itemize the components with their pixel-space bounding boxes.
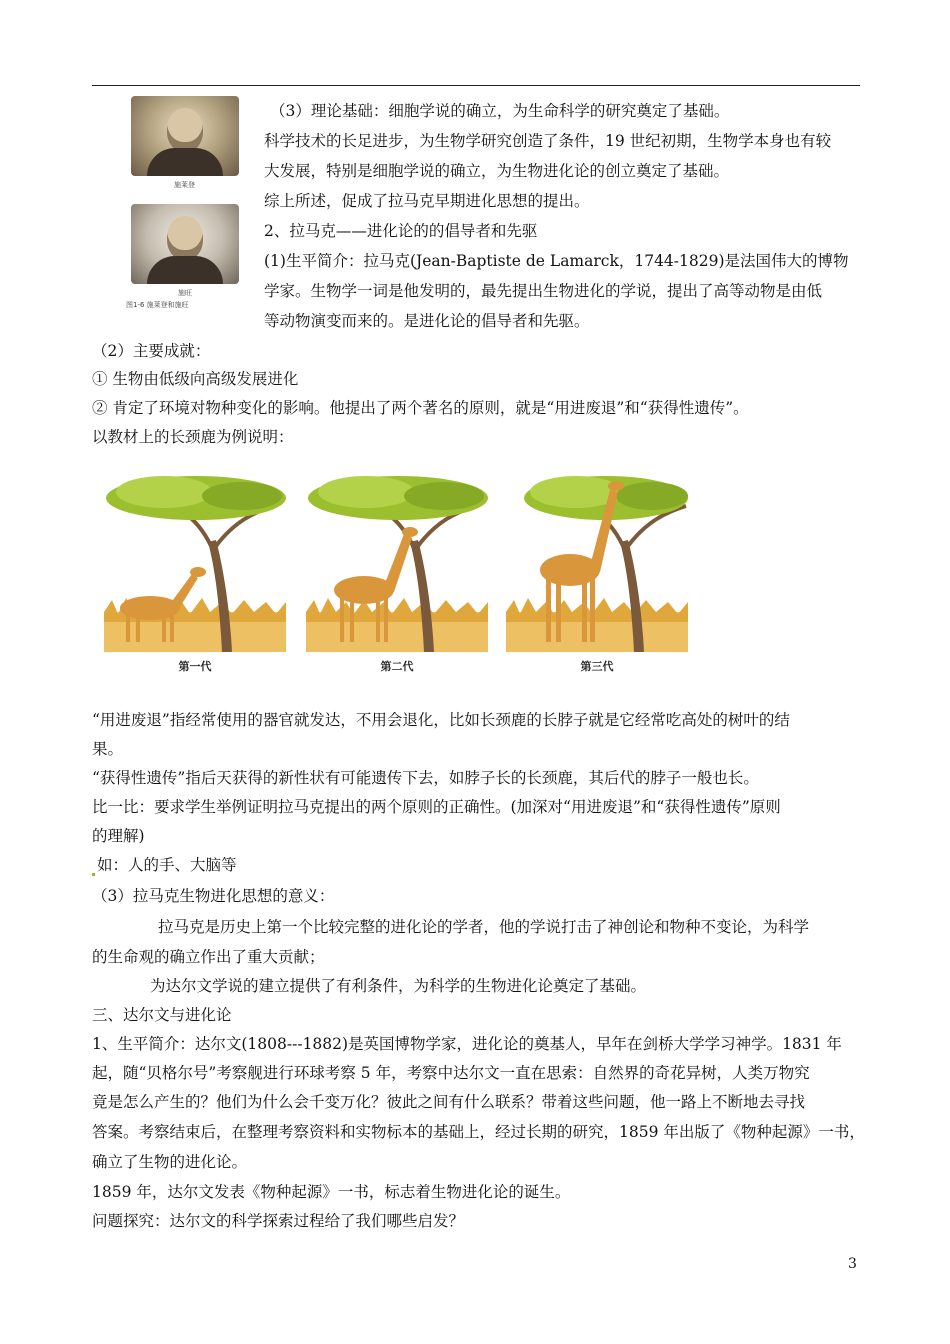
giraffe-label-3: 第三代 (580, 660, 614, 673)
text-line: 大发展，特别是细胞学说的确立，为生物进化论的创立奠定了基础。 (264, 162, 730, 180)
caption-figure-1-6: 图1-6 施莱登和施旺 (126, 301, 189, 309)
text-line: 科学技术的长足进步，为生物学研究创造了条件，19 世纪初期，生物学本身也有较 (264, 132, 832, 150)
text-line: 综上所述，促成了拉马克早期进化思想的提出。 (264, 192, 590, 210)
text-line: “获得性遗传”指后天获得的新性状有可能遗传下去，如脖子长的长颈鹿，其后代的脖子一般也长。 (92, 769, 759, 787)
subheading-achievements: （2）主要成就： (92, 342, 211, 360)
header-rule (92, 85, 860, 86)
caption-schwann: 施旺 (178, 289, 192, 297)
text-line: 起，随“贝格尔号”考察舰进行环球考察 5 年，考察中达尔文一直在思索：自然界的奇花异树，人类万物究 (92, 1064, 810, 1082)
figure-portraits-schleiden-schwann (110, 96, 260, 312)
text-line: 1、生平简介：达尔文(1808---1882)是英国博物学家，进化论的奠基人，早年在剑桥大学学习神学。1831 年 (92, 1035, 842, 1053)
text-line: 的理解) (92, 827, 145, 845)
caption-schleiden: 施莱登 (174, 181, 195, 189)
text-line-question: 问题探究：达尔文的科学探索过程给了我们哪些启发？ (92, 1212, 465, 1230)
list-item: ① 生物由低级向高级发展进化 (92, 370, 299, 388)
text-line: 竟是怎么产生的？他们为什么会千变万化？彼此之间有什么联系？带着这些问题，他一路上不断地去寻找 (92, 1093, 806, 1111)
text-line: “用进废退”指经常使用的器官就发达，不用会退化，比如长颈鹿的长脖子就是它经常吃高处的树叶的结 (92, 711, 790, 729)
portrait-schleiden (131, 96, 239, 176)
giraffe-label-1: 第一代 (178, 660, 212, 673)
text-line: 确立了生物的进化论。 (92, 1153, 248, 1171)
text-line: 拉马克是历史上第一个比较完整的进化论的学者，他的学说打击了神创论和物种不变论，为科学 (158, 918, 810, 936)
text-line: 的生命观的确立作出了重大贡献； (92, 948, 325, 966)
figure-giraffe-generation-3 (506, 462, 688, 676)
text-line: 学家。生物学一词是他发明的，最先提出生物进化的学说，提出了高等动物是由低 (264, 282, 823, 300)
section-heading-lamarck: 2、拉马克——进化论的的倡导者和先驱 (264, 222, 538, 240)
text-line: 等动物演变而来的。是进化论的倡导者和先驱。 (264, 312, 590, 330)
giraffe-label-2: 第二代 (380, 660, 414, 673)
example-text: 如：人的手、大脑等 (97, 856, 237, 874)
text-line-example (92, 850, 862, 880)
text-line: 答案。考察结束后，在整理考察资料和实物标本的基础上，经过长期的研究，1859 年出版了《物种起源》一书， (92, 1123, 865, 1141)
marker-dot (92, 873, 95, 876)
page-number: 3 (848, 1256, 857, 1272)
portrait-schwann (131, 204, 239, 284)
text-line: 为达尔文学说的建立提供了有利条件，为科学的生物进化论奠定了基础。 (150, 977, 647, 995)
text-line: （3）理论基础：细胞学说的确立，为生命科学的研究奠定了基础。 (270, 102, 730, 120)
text-line: (1)生平简介：拉马克(Jean-Baptiste de Lamarck，1744-1829)是法国伟大的博物 (264, 252, 849, 270)
figure-giraffe-generation-2 (306, 462, 488, 676)
text-line: 1859 年，达尔文发表《物种起源》一书，标志着生物进化论的诞生。 (92, 1183, 571, 1201)
list-item: ② 肯定了环境对物种变化的影响。他提出了两个著名的原则，就是“用进废退”和“获得性遗传”。 (92, 399, 749, 417)
text-line: 以教材上的长颈鹿为例说明： (92, 428, 294, 446)
subheading-significance: （3）拉马克生物进化思想的意义： (92, 887, 335, 905)
text-line: 果。 (92, 740, 124, 758)
text-line: 比一比：要求学生举例证明拉马克提出的两个原则的正确性。(加深对“用进废退”和“获得性遗传”原则 (92, 798, 781, 816)
section-heading-darwin: 三、达尔文与进化论 (92, 1006, 232, 1024)
figure-giraffe-generation-1 (104, 462, 286, 676)
